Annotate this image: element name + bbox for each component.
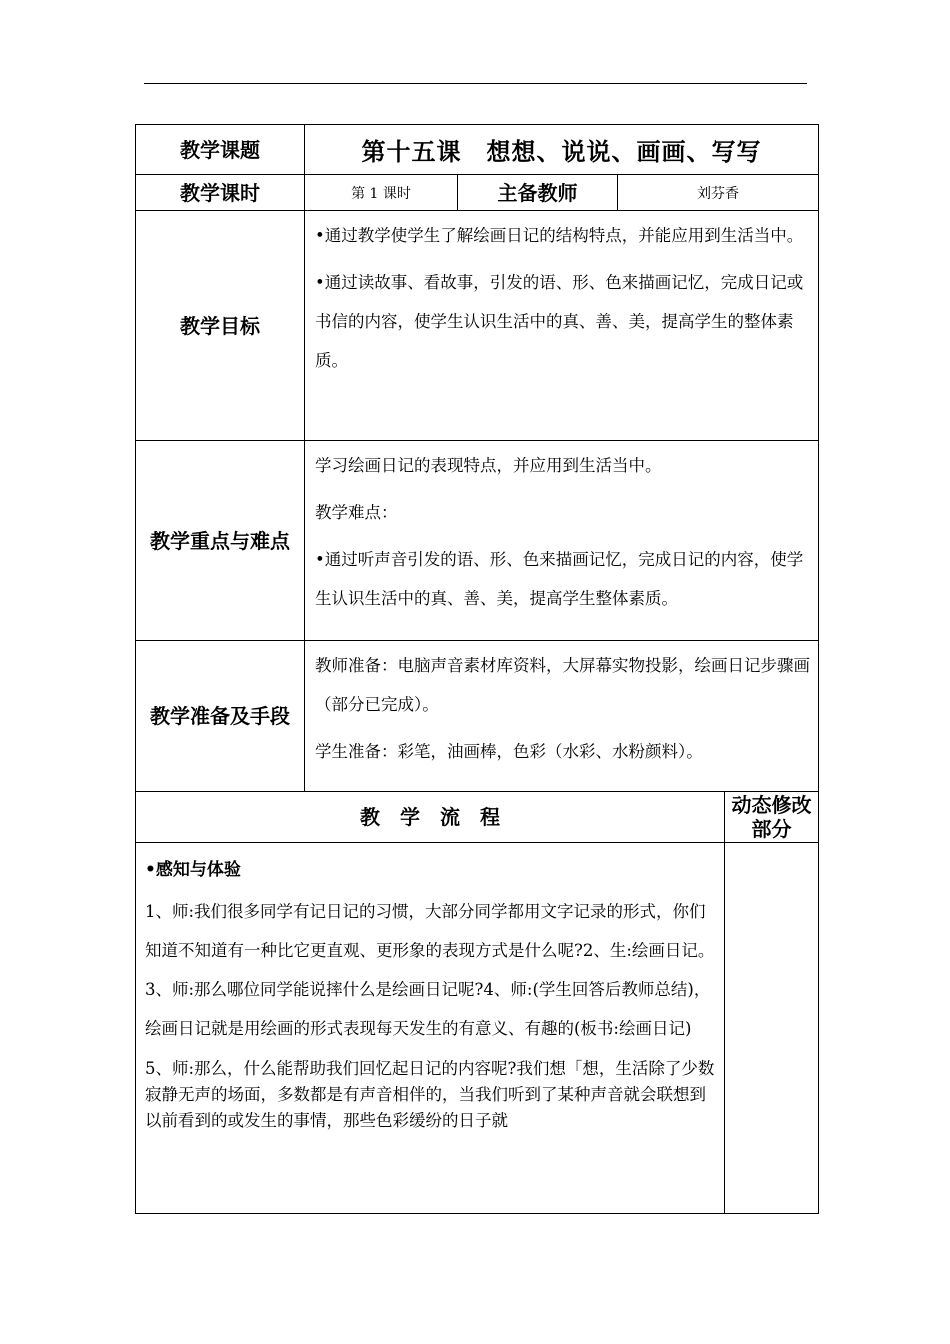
revise-column (724, 842, 819, 1214)
keypoint-item: 教学难点： (315, 503, 398, 522)
flow-paragraph: 5、师:那么，什么能帮助我们回忆起日记的内容呢?我们想「想，生活除了少数寂静无声的场面，多数都是有声音相伴的，当我们听到了某种声音就会联想到以前看到的或发生的事情，那些色彩缓纷的日子就 (145, 1059, 715, 1130)
label-flow: 教 学 流 程 (135, 791, 725, 843)
prep-content (304, 640, 819, 792)
header-rule (144, 83, 807, 84)
flow-content (135, 842, 725, 1214)
flow-paragraph: 1、师:我们很多同学有记日记的习惯，大部分同学都用文字记录的形式，你们知道不知道有一种比它更直观、更形象的表现方式是什么呢?2、生:绘画日记。3、师:那么哪位同学能说摔什么是绘画日记呢?4、师:(学生回答后教师总结)，绘画日记就是用绘画的形式表现每天发生的有意义、有趣的(板书:绘画日记) (145, 902, 715, 1038)
keypoint-item: •通过听声音引发的语、形、色来描画记忆，完成日记的内容，使学生认识生活中的真、善、美，提高学生整体素质。 (315, 550, 804, 608)
label-goals: 教学目标 (135, 210, 305, 441)
prep-item: 教师准备：电脑声音素材库资料，大屏幕实物投影，绘画日记步骤画 （部分已完成）。 (315, 656, 810, 714)
lesson-title: 第十五课 想想、说说、画画、写写 (304, 124, 819, 175)
label-revise: 动态修改部分 (724, 791, 819, 843)
lesson-teacher: 刘芬香 (617, 174, 819, 211)
goal-item: •通过教学使学生了解绘画日记的结构特点，并能应用到生活当中。 (315, 226, 804, 245)
prep-item: 学生准备：彩笔，油画棒，色彩（水彩、水粉颜料）。 (315, 742, 703, 761)
label-topic: 教学课题 (135, 124, 305, 175)
label-keypoints: 教学重点与难点 (135, 440, 305, 641)
flow-section-title: •感知与体验 (145, 860, 241, 880)
keypoints-content (304, 440, 819, 641)
goal-item: •通过读故事、看故事，引发的语、形、色来描画记忆，完成日记或书信的内容，使学生认识生活中的真、善、美，提高学生的整体素质。 (315, 273, 804, 370)
lesson-period: 第 1 课时 (304, 174, 458, 211)
keypoint-item: 学习绘画日记的表现特点，并应用到生活当中。 (315, 456, 662, 475)
label-period: 教学课时 (135, 174, 305, 211)
goals-content (304, 210, 819, 441)
label-prep: 教学准备及手段 (135, 640, 305, 792)
label-teacher: 主备教师 (457, 174, 618, 211)
